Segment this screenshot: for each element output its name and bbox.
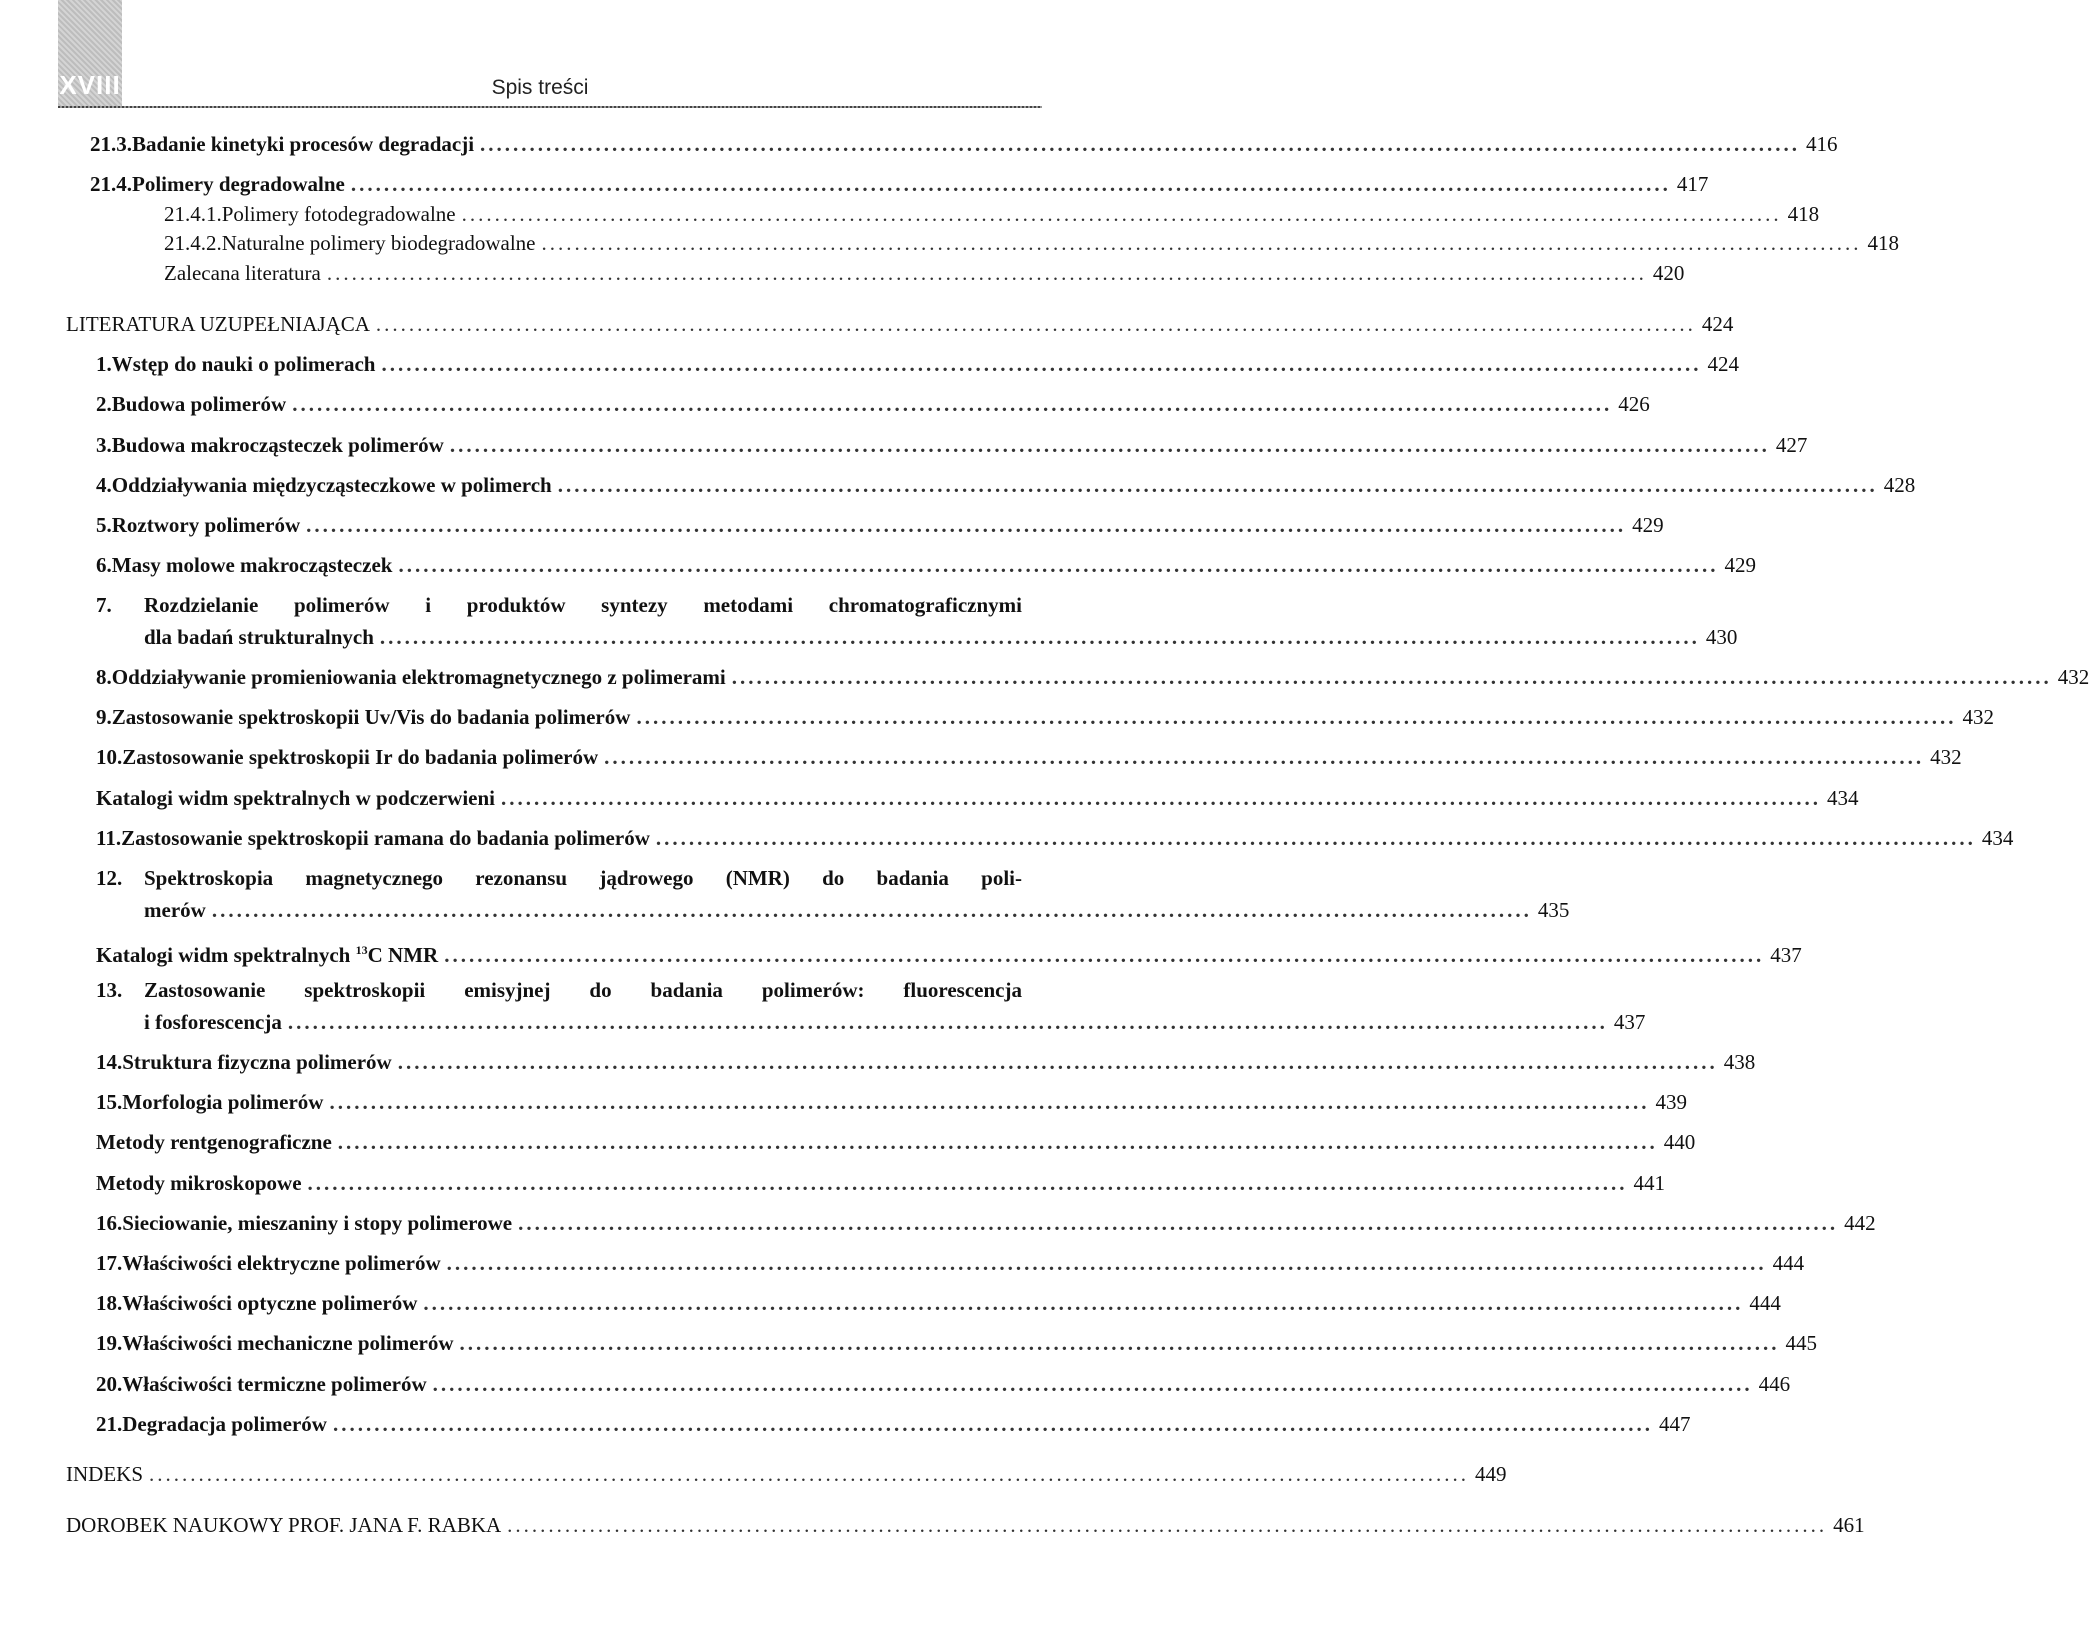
toc-entry: 8. Oddziaływanie promieniowania elektromagnetycznego z polimerami ................................................................................................................................................................ 432 (96, 665, 2089, 689)
dot-leader: ................................................................................................................................................................ (329, 1090, 1650, 1114)
dot-leader: ................................................................................................................................................................ (541, 231, 1862, 255)
toc-entry-first-line: 12. Spektroskopia magnetycznego rezonansu jądrowego (NMR) do badania poli- (96, 866, 1022, 890)
dot-leader: ................................................................................................................................................................ (518, 1211, 1839, 1235)
dot-leader: ................................................................................................................................................................ (332, 1412, 1653, 1436)
toc-entry: Metody rentgenograficzne ................................................................................................................................................................ 440 (96, 1130, 1696, 1154)
dot-leader: ................................................................................................................................................................ (211, 898, 1532, 922)
toc-entry: 5. Roztwory polimerów ................................................................................................................................................................ 429 (96, 513, 1664, 537)
dot-leader: ................................................................................................................................................................ (287, 1010, 1608, 1034)
dot-leader: ................................................................................................................................................................ (604, 745, 1925, 769)
toc-entry: Katalogi widm spektralnych $^{13}$C NMR ................................................................................................................................................................ 437 (96, 943, 1802, 967)
dot-leader: ................................................................................................................................................................ (459, 1331, 1780, 1355)
toc-entry: 21. Degradacja polimerów ................................................................................................................................................................ 447 (96, 1412, 1691, 1436)
running-title: Spis treści (491, 76, 589, 99)
toc-entry: Katalogi widm spektralnych w podczerwieni ................................................................................................................................................................ 434 (96, 786, 1859, 810)
toc-entry: 16. Sieciowanie, mieszaniny i stopy polimerowe ................................................................................................................................................................ 442 (96, 1211, 1876, 1235)
toc-entry: dla badań strukturalnych ................................................................................................................................................................ 430 (144, 625, 1738, 649)
dot-leader: ................................................................................................................................................................ (507, 1513, 1828, 1537)
dot-leader: ................................................................................................................................................................ (501, 786, 1821, 810)
toc-entry: INDEKS ................................................................................................................................................................ 449 (66, 1462, 1507, 1486)
toc-entry: LITERATURA UZUPEŁNIAJĄCA ................................................................................................................................................................ 424 (66, 312, 1734, 336)
toc-entry: 4. Oddziaływania międzycząsteczkowe w polimerch ................................................................................................................................................................ 428 (96, 473, 1916, 497)
toc-entry: 3. Budowa makrocząsteczek polimerów ................................................................................................................................................................ 427 (96, 433, 1808, 457)
dot-leader: ................................................................................................................................................................ (326, 261, 1647, 285)
toc-entry: 1. Wstęp do nauki o polimerach ................................................................................................................................................................ 424 (96, 352, 1739, 376)
toc-entry: 18. Właściwości optyczne polimerów ................................................................................................................................................................ 444 (96, 1291, 1781, 1315)
toc-entry: 21.3. Badanie kinetyki procesów degradacji ................................................................................................................................................................ 416 (90, 132, 1838, 156)
toc-entry: 9. Zastosowanie spektroskopii Uv/Vis do badania polimerów ................................................................................................................................................................ 432 (96, 705, 1994, 729)
dot-leader: ................................................................................................................................................................ (636, 705, 1957, 729)
toc-entry: 2. Budowa polimerów ................................................................................................................................................................ 426 (96, 392, 1650, 416)
dot-leader: ................................................................................................................................................................ (444, 943, 1765, 967)
dot-leader: ................................................................................................................................................................ (449, 433, 1770, 457)
dot-leader: ................................................................................................................................................................ (446, 1251, 1767, 1275)
dot-leader: ................................................................................................................................................................ (149, 1462, 1469, 1486)
toc-entry-first-line: 7. Rozdzielanie polimerów i produktów syntezy metodami chromatograficznymi (96, 593, 1022, 617)
toc-entry: 10. Zastosowanie spektroskopii Ir do badania polimerów ................................................................................................................................................................ 432 (96, 745, 1962, 769)
toc-entry: 11. Zastosowanie spektroskopii ramana do badania polimerów ................................................................................................................................................................ 434 (96, 826, 2014, 850)
toc-entry: Zalecana literatura ................................................................................................................................................................ 420 (164, 261, 1685, 285)
dot-leader: ................................................................................................................................................................ (381, 352, 1702, 376)
dot-leader: ................................................................................................................................................................ (398, 553, 1719, 577)
toc-entry: 20. Właściwości termiczne polimerów ................................................................................................................................................................ 446 (96, 1372, 1791, 1396)
dot-leader: ................................................................................................................................................................ (292, 392, 1613, 416)
dot-leader: ................................................................................................................................................................ (337, 1130, 1658, 1154)
toc-entry: 14. Struktura fizyczna polimerów ................................................................................................................................................................ 438 (96, 1050, 1756, 1074)
dot-leader: ................................................................................................................................................................ (731, 665, 2052, 689)
toc-entry: 17. Właściwości elektryczne polimerów ................................................................................................................................................................ 444 (96, 1251, 1805, 1275)
toc-entry: i fosforescencja ................................................................................................................................................................ 437 (144, 1010, 1646, 1034)
toc-entry: 19. Właściwości mechaniczne polimerów ................................................................................................................................................................ 445 (96, 1331, 1818, 1355)
toc-entry: merów ................................................................................................................................................................ 435 (144, 898, 1570, 922)
toc-entry: 15. Morfologia polimerów ................................................................................................................................................................ 439 (96, 1090, 1687, 1114)
dot-leader: ................................................................................................................................................................ (480, 132, 1801, 156)
toc-entry-first-line: 13. Zastosowanie spektroskopii emisyjnej do badania polimerów: fluorescencja (96, 978, 1022, 1002)
dot-leader: ................................................................................................................................................................ (306, 513, 1627, 537)
toc-entry: 21.4.1. Polimery fotodegradowalne ................................................................................................................................................................ 418 (164, 202, 1820, 226)
dot-leader: ................................................................................................................................................................ (432, 1372, 1753, 1396)
dot-leader: ................................................................................................................................................................ (423, 1291, 1744, 1315)
toc-entry: 21.4. Polimery degradowalne ................................................................................................................................................................ 417 (90, 172, 1709, 196)
dot-leader: ................................................................................................................................................................ (307, 1171, 1628, 1195)
dot-leader: ................................................................................................................................................................ (397, 1050, 1718, 1074)
dot-leader: ................................................................................................................................................................ (461, 202, 1782, 226)
toc-entry: DOROBEK NAUKOWY PROF. JANA F. RABKA ................................................................................................................................................................ 461 (66, 1513, 1865, 1537)
dot-leader: ................................................................................................................................................................ (379, 625, 1700, 649)
dot-leader: ................................................................................................................................................................ (350, 172, 1671, 196)
toc-entry: 21.4.2. Naturalne polimery biodegradowalne ................................................................................................................................................................ 418 (164, 231, 1899, 255)
dot-leader: ................................................................................................................................................................ (655, 826, 1976, 850)
dot-leader: ................................................................................................................................................................ (375, 312, 1696, 336)
toc-entry: 6. Masy molowe makrocząsteczek ................................................................................................................................................................ 429 (96, 553, 1756, 577)
toc-entry: Metody mikroskopowe ................................................................................................................................................................ 441 (96, 1171, 1666, 1195)
dot-leader: ................................................................................................................................................................ (557, 473, 1878, 497)
page-number-label: XVIII (59, 70, 121, 100)
